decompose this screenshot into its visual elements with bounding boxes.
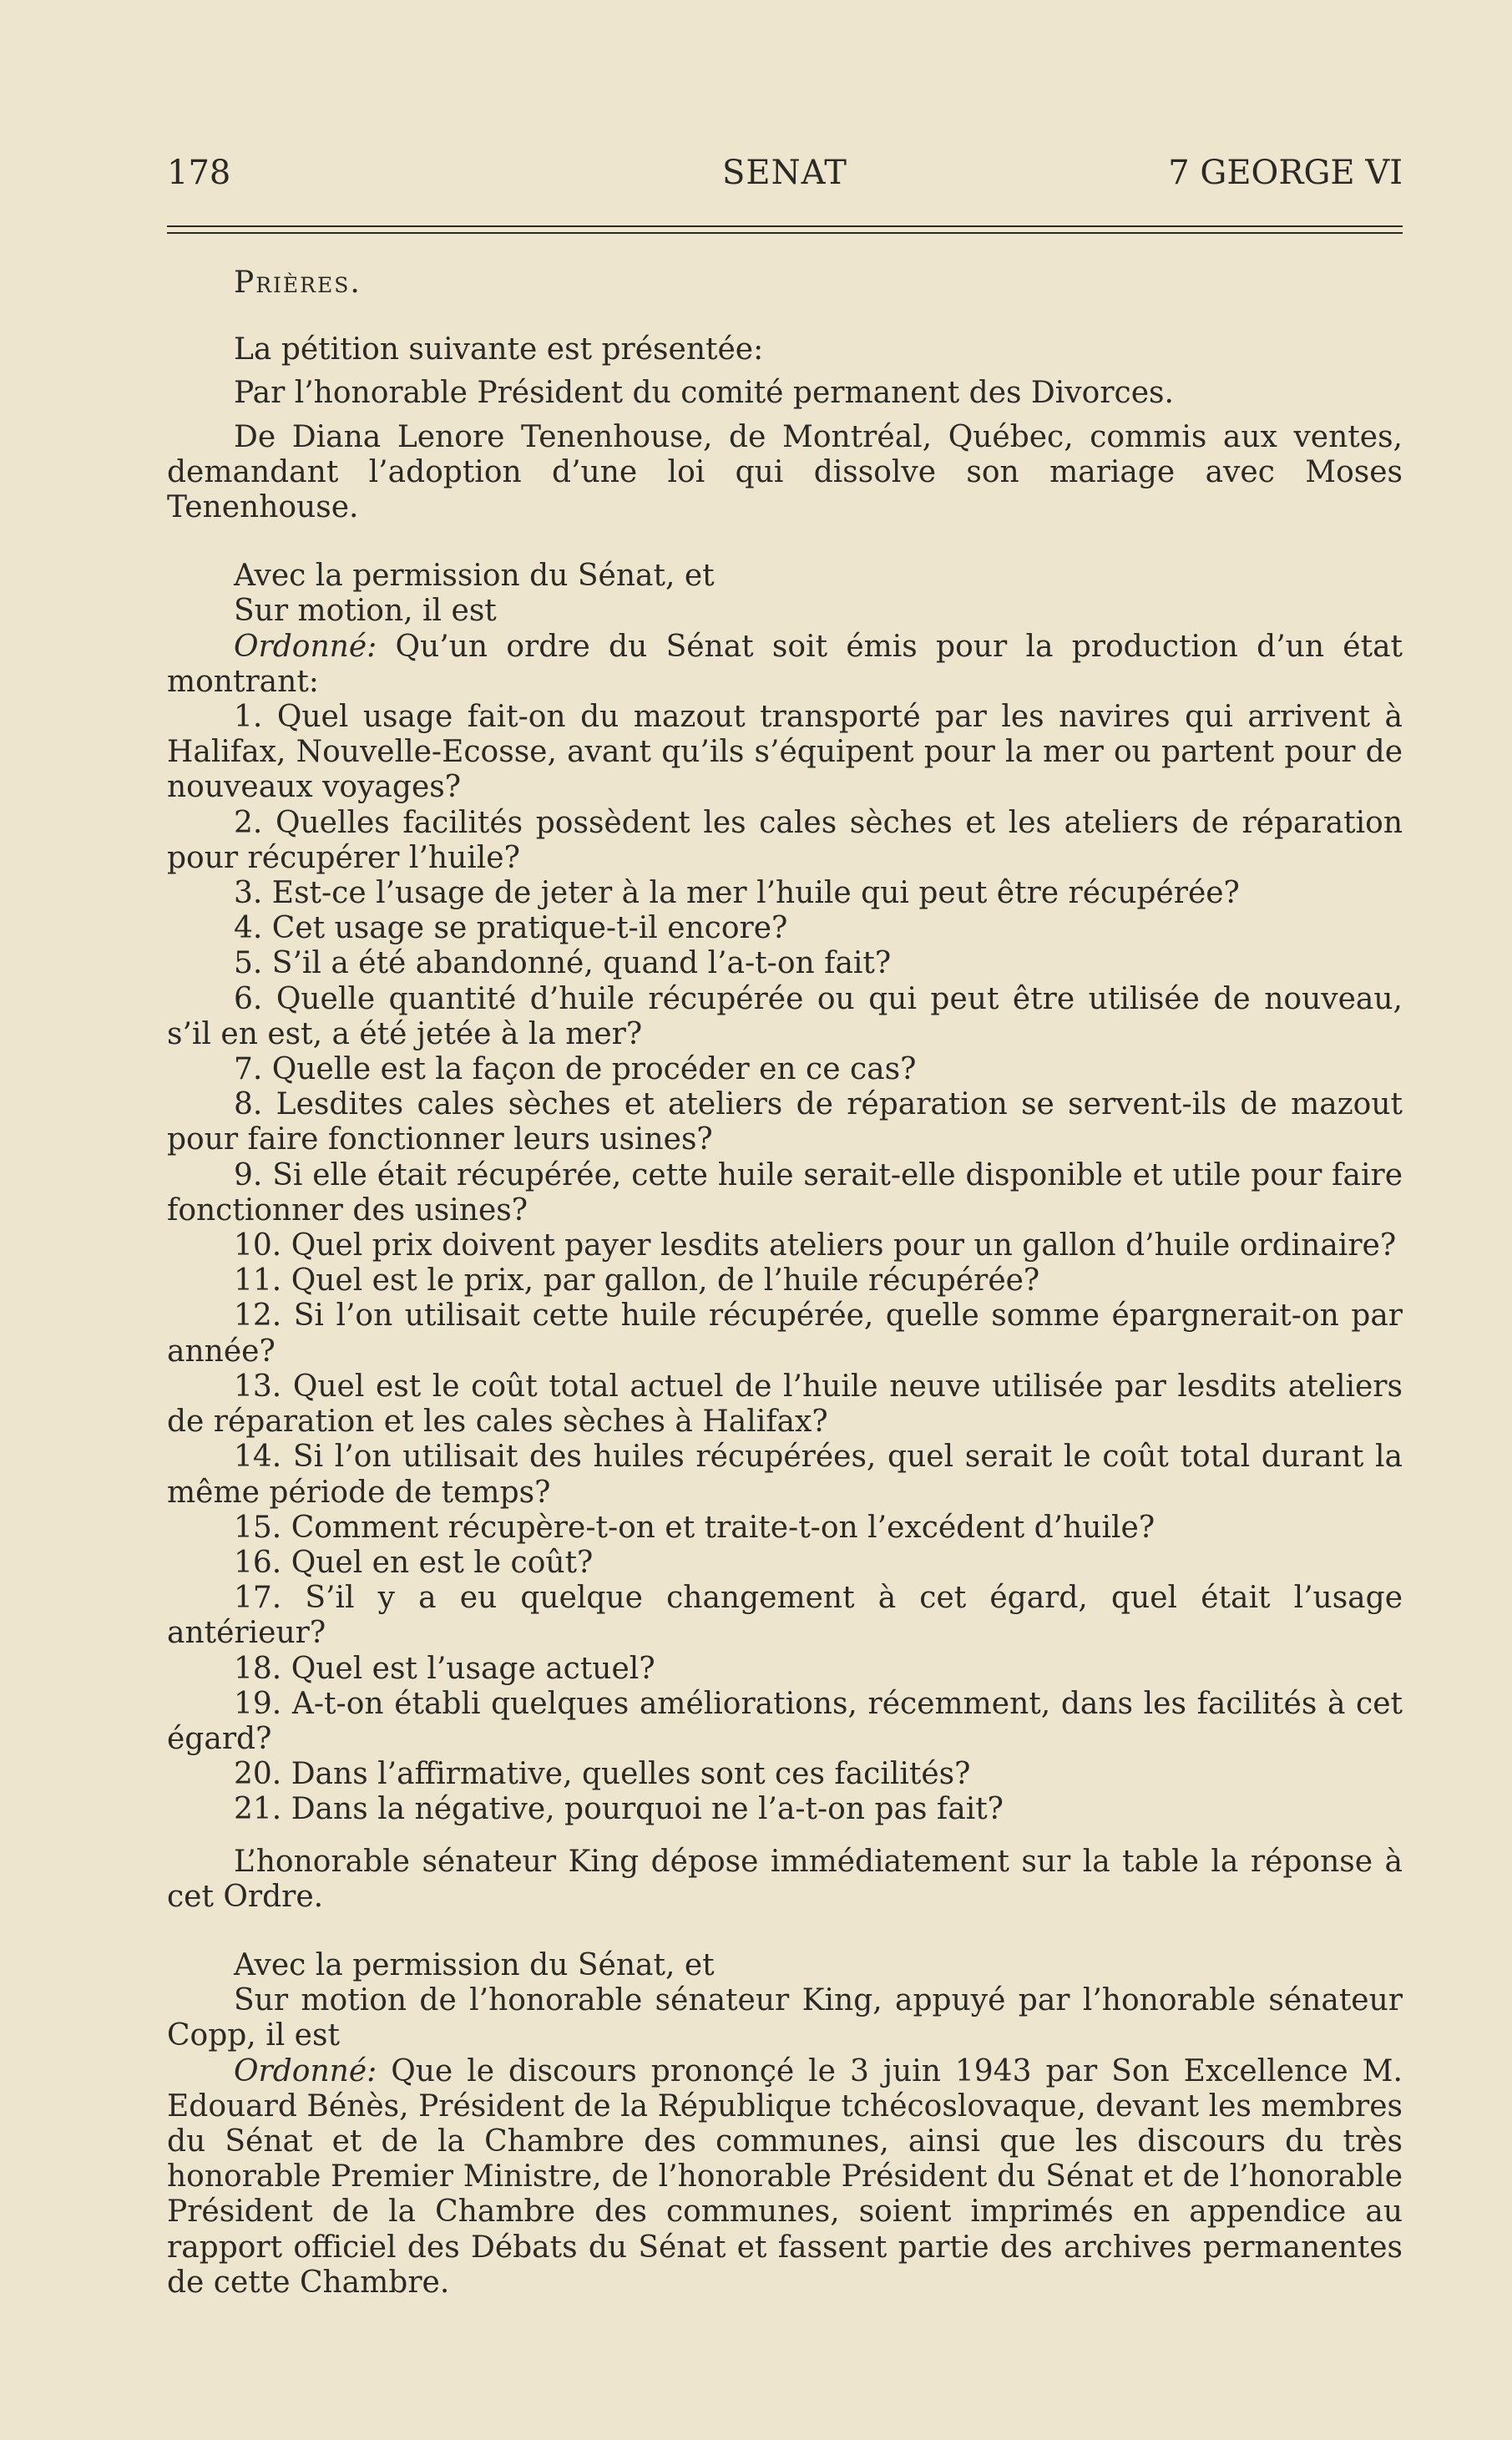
question-item: 17. S’il y a eu quelque changement à cet égard, quel était l’usage antérieur?	[167, 1581, 1403, 1651]
question-item: 21. Dans la négative, pourquoi ne l’a-t-on pas fait?	[234, 1792, 1004, 1827]
header-rule-top	[167, 225, 1403, 227]
question-item: 7. Quelle est la façon de procéder en ce cas?	[234, 1052, 917, 1087]
prayers-heading: Prières.	[234, 266, 362, 300]
question-item: 13. Quel est le coût total actuel de l’huile neuve utilisée par lesdits ateliers de réparation et les cales sèches à Halifax?	[167, 1369, 1403, 1440]
page-body	[167, 266, 1403, 2301]
question-item: 18. Quel est l’usage actuel?	[234, 1651, 655, 1686]
leave-paragraph-1: Avec la permission du Sénat, et	[234, 559, 715, 594]
question-item: 15. Comment récupère-t-on et traite-t-on l’excédent d’huile?	[234, 1510, 1155, 1545]
question-item: 8. Lesdites cales sèches et ateliers de réparation se servent-ils de mazout pour faire fonctionner leurs usines?	[167, 1087, 1403, 1157]
question-item: 20. Dans l’affirmative, quelles sont ces facilités?	[234, 1757, 971, 1792]
order-paragraph-1	[167, 630, 1403, 700]
question-item: 6. Quelle quantité d’huile récupérée ou qui peut être utilisée de nouveau, s’il en est, a été jetée à la mer?	[167, 981, 1403, 1051]
regnal-year: 7 GEORGE VI	[1168, 154, 1403, 192]
motion-paragraph-2: Sur motion de l’honorable sénateur King, appuyé par l’honorable sénateur Copp, il est	[167, 1983, 1403, 2053]
petition-intro: La pétition suivante est présentée:	[234, 332, 764, 367]
question-item: 11. Quel est le prix, par gallon, de l’huile récupérée?	[234, 1263, 1040, 1298]
order-paragraph-2	[167, 2054, 1403, 2301]
question-item: 14. Si l’on utilisait des huiles récupérées, quel serait le coût total durant la même période de temps?	[167, 1440, 1403, 1510]
petition-text: De Diana Lenore Tenenhouse, de Montréal, Québec, commis aux ventes, demandant l’adoption d’une loi qui dissolve son mariage avec Moses Tenenhouse.	[167, 419, 1403, 525]
question-item: 12. Si l’on utilisait cette huile récupérée, quelle somme épargnerait-on par année?	[167, 1298, 1403, 1369]
ordered-label-1: Ordonné:	[234, 629, 377, 664]
question-item: 5. S’il a été abandonné, quand l’a-t-on fait?	[234, 946, 892, 981]
question-item: 1. Quel usage fait-on du mazout transporté par les navires qui arrivent à Halifax, Nouvelle-Ecosse, avant qu’ils s’équipent pour la mer ou partent pour de nouveaux voyages?	[167, 700, 1403, 805]
answer-tabled-paragraph: L’honorable sénateur King dépose immédiatement sur la table la réponse à cet Ordre.	[167, 1844, 1403, 1914]
ordered-text-2: Que le discours prononçé le 3 juin 1943 par Son Excellence M. Edouard Bénès, Président de la République tchécoslovaque, devant les membres du Sénat et de la Chambre des communes, ainsi que les discours du très honorable Premier Ministre, de l’honorable Président du Sénat et de l’honorable Président de la Chambre des communes, soient imprimés en appendice au rapport officiel des Débats du Sénat et fassent partie des archives permanentes de cette Chambre.	[167, 2053, 1403, 2300]
question-item: 10. Quel prix doivent payer lesdits ateliers pour un gallon d’huile ordinaire?	[234, 1228, 1397, 1263]
motion-paragraph-1: Sur motion, il est	[234, 594, 497, 629]
question-item: 3. Est-ce l’usage de jeter à la mer l’huile qui peut être récupérée?	[234, 876, 1240, 911]
running-title: SENAT	[722, 154, 847, 192]
question-item: 16. Quel en est le coût?	[234, 1545, 594, 1580]
question-item: 19. A-t-on établi quelques améliorations, récemment, dans les facilités à cet égard?	[167, 1686, 1403, 1756]
ordered-label-2: Ordonné:	[234, 2053, 377, 2088]
question-item: 4. Cet usage se pratique-t-il encore?	[234, 911, 788, 946]
page-number: 178	[167, 154, 231, 192]
leave-paragraph-2: Avec la permission du Sénat, et	[234, 1947, 715, 1982]
question-list	[167, 700, 1403, 1828]
petition-by: Par l’honorable Président du comité permanent des Divorces.	[234, 376, 1174, 411]
ordered-text-1: Qu’un ordre du Sénat soit émis pour la production d’un état montrant:	[167, 629, 1403, 699]
header-rule-bottom	[167, 232, 1403, 234]
question-item: 2. Quelles facilités possèdent les cales sèches et les ateliers de réparation pour récupérer l’huile?	[167, 805, 1403, 875]
page-header	[167, 154, 1403, 204]
question-item: 9. Si elle était récupérée, cette huile serait-elle disponible et utile pour faire fonctionner des usines?	[167, 1157, 1403, 1228]
